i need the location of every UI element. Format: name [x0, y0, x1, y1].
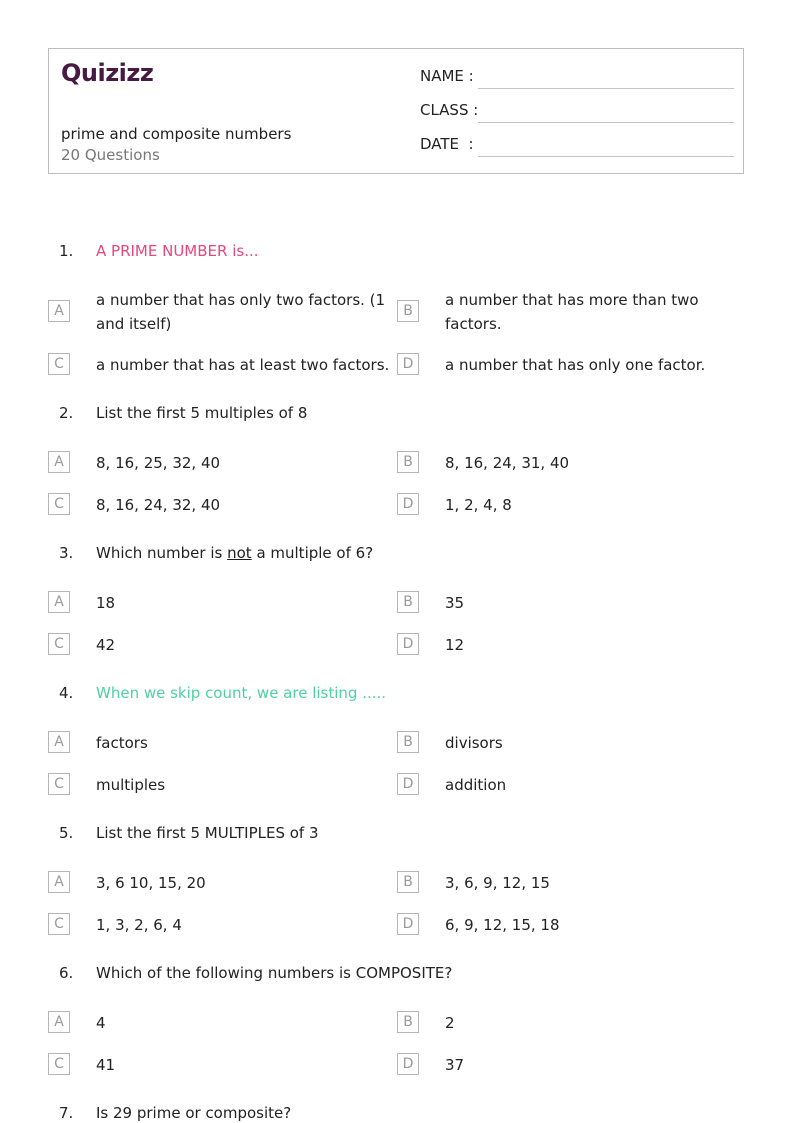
option-text: 8, 16, 25, 32, 40: [96, 454, 221, 472]
option-text: factors: [96, 734, 148, 752]
question-text: [96, 544, 373, 562]
date-field[interactable]: [420, 135, 734, 157]
option-text: a number that has only two factors. (1 and itself): [96, 291, 386, 333]
option-text: 41: [96, 1056, 116, 1074]
question-text: List the first 5 multiples of 8: [96, 404, 308, 422]
question-number: 6.: [59, 964, 74, 982]
question-count: 20 Questions: [61, 146, 160, 164]
option-text: addition: [445, 776, 507, 794]
option-letter-a: A: [48, 300, 70, 322]
option-text: 18: [96, 594, 116, 612]
option-text: 12: [445, 636, 465, 654]
option-letter-c: C: [48, 913, 70, 935]
option-text: 8, 16, 24, 32, 40: [96, 496, 221, 514]
name-field[interactable]: [420, 67, 734, 89]
option-letter-c: C: [48, 493, 70, 515]
option-letter-d: D: [397, 353, 419, 375]
question-text-before: Which number is: [96, 544, 228, 562]
option-letter-a: A: [48, 591, 70, 613]
name-label: NAME :: [420, 67, 474, 85]
option-text: divisors: [445, 734, 503, 752]
option-text: 37: [445, 1056, 465, 1074]
option-letter-b: B: [397, 1011, 419, 1033]
question-number: 5.: [59, 824, 74, 842]
option-letter-c: C: [48, 353, 70, 375]
question-text: Is 29 prime or composite?: [96, 1104, 292, 1122]
name-line: [478, 88, 734, 89]
option-text: 3, 6, 9, 12, 15: [445, 874, 550, 892]
date-label: DATE :: [420, 135, 474, 153]
option-letter-b: B: [397, 300, 419, 322]
worksheet-header: [48, 48, 744, 174]
date-line: [478, 156, 734, 157]
option-text: a number that has more than two factors.: [445, 291, 699, 333]
quizizz-logo: Quizizz: [61, 59, 154, 87]
option-text: 2: [445, 1014, 455, 1032]
option-letter-d: D: [397, 633, 419, 655]
class-field[interactable]: [420, 101, 734, 123]
question-text-underlined: not: [227, 544, 252, 562]
option-letter-b: B: [397, 731, 419, 753]
option-letter-b: B: [397, 451, 419, 473]
option-text: 4: [96, 1014, 106, 1032]
worksheet-title: prime and composite numbers: [61, 125, 292, 143]
class-line: [478, 122, 734, 123]
option-text: 8, 16, 24, 31, 40: [445, 454, 570, 472]
option-text: 3, 6 10, 15, 20: [96, 874, 206, 892]
question-number: 2.: [59, 404, 74, 422]
question-number: 3.: [59, 544, 74, 562]
option-letter-a: A: [48, 871, 70, 893]
option-letter-d: D: [397, 913, 419, 935]
option-letter-b: B: [397, 591, 419, 613]
question-number: 7.: [59, 1104, 74, 1122]
option-text: 6, 9, 12, 15, 18: [445, 916, 560, 934]
option-text: a number that has only one factor.: [445, 356, 706, 374]
option-text: multiples: [96, 776, 166, 794]
question-number: 4.: [59, 684, 74, 702]
option-letter-c: C: [48, 1053, 70, 1075]
question-text: When we skip count, we are listing .....: [96, 684, 387, 702]
option-letter-d: D: [397, 773, 419, 795]
option-letter-a: A: [48, 731, 70, 753]
option-text: 1, 3, 2, 6, 4: [96, 916, 182, 934]
question-text: Which of the following numbers is COMPOSITE?: [96, 964, 453, 982]
question-text: List the first 5 MULTIPLES of 3: [96, 824, 319, 842]
option-letter-b: B: [397, 871, 419, 893]
option-letter-c: C: [48, 773, 70, 795]
option-text: 1, 2, 4, 8: [445, 496, 512, 514]
question-text-after: a multiple of 6?: [251, 544, 374, 562]
option-letter-a: A: [48, 1011, 70, 1033]
option-letter-a: A: [48, 451, 70, 473]
class-label: CLASS :: [420, 101, 479, 119]
option-letter-c: C: [48, 633, 70, 655]
question-text: A PRIME NUMBER is...: [96, 242, 259, 260]
option-text: a number that has at least two factors.: [96, 356, 390, 374]
option-text: 35: [445, 594, 465, 612]
question-number: 1.: [59, 242, 74, 260]
option-letter-d: D: [397, 1053, 419, 1075]
option-letter-d: D: [397, 493, 419, 515]
option-text: 42: [96, 636, 116, 654]
